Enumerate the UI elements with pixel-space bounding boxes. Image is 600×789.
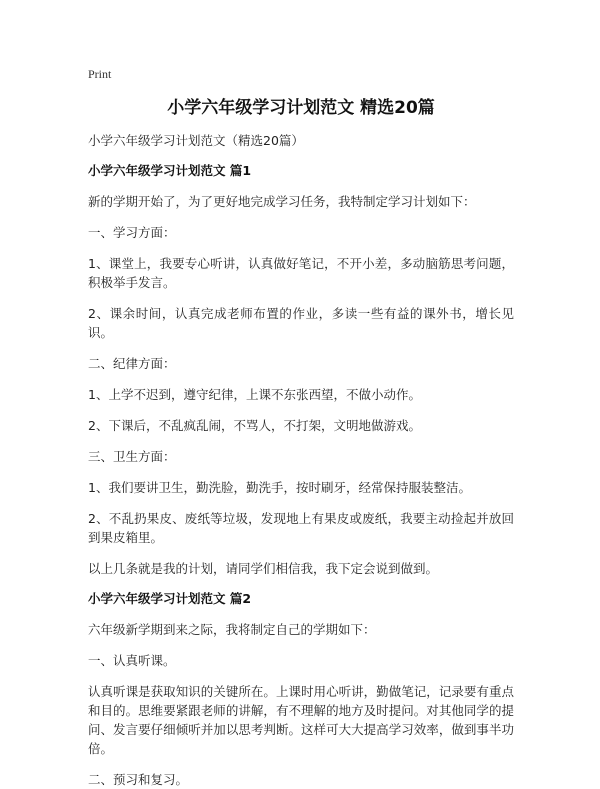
paragraph: 一、学习方面：	[88, 225, 176, 240]
section-heading: 小学六年级学习计划范文 篇1	[88, 163, 252, 178]
paragraph: 三、卫生方面：	[88, 449, 176, 464]
paragraph: 认真听课是获取知识的关键所在。上课时用心听讲，勤做笔记，记录要有重点和目的。思维要紧跟老师的讲解，有不理解的地方及时提问。对其他同学的提问、发言要仔细倾听并加以思考判断。这样可大大提高学习效率，做到事半功倍。	[88, 684, 514, 756]
paragraph: 1、课堂上，我要专心听讲，认真做好笔记，不开小差，多动脑筋思考问题，积极举手发言。	[88, 256, 514, 290]
section-1	[88, 162, 514, 578]
paragraph: 二、纪律方面：	[88, 356, 176, 371]
paragraph: 1、我们要讲卫生，勤洗脸，勤洗手，按时刷牙，经常保持服装整洁。	[88, 480, 471, 495]
paragraph: 新的学期开始了，为了更好地完成学习任务，我特制定学习计划如下：	[88, 194, 476, 209]
paragraph: 2、不乱扔果皮、废纸等垃圾，发现地上有果皮或废纸，我要主动捡起并放回到果皮箱里。	[88, 511, 514, 545]
paragraph: 以上几条就是我的计划，请同学们相信我，我下定会说到做到。	[88, 561, 439, 576]
print-link[interactable]: Print	[88, 67, 112, 81]
paragraph: 1、上学不迟到，遵守纪律，上课不东张西望，不做小动作。	[88, 387, 421, 402]
paragraph: 2、课余时间，认真完成老师布置的作业，多读一些有益的课外书，增长见识。	[88, 306, 514, 340]
section-2	[88, 590, 514, 789]
paragraph: 2、下课后，不乱疯乱闹，不骂人，不打架，文明地做游戏。	[88, 418, 421, 433]
paragraph: 二、预习和复习。	[88, 772, 189, 787]
page-title: 小学六年级学习计划范文 精选20篇	[167, 98, 435, 118]
paragraph: 一、认真听课。	[88, 653, 176, 668]
section-heading: 小学六年级学习计划范文 篇2	[88, 591, 252, 606]
document-subtitle: 小学六年级学习计划范文（精选20篇）	[88, 133, 304, 148]
paragraph: 六年级新学期到来之际，我将制定自己的学期如下：	[88, 622, 376, 637]
